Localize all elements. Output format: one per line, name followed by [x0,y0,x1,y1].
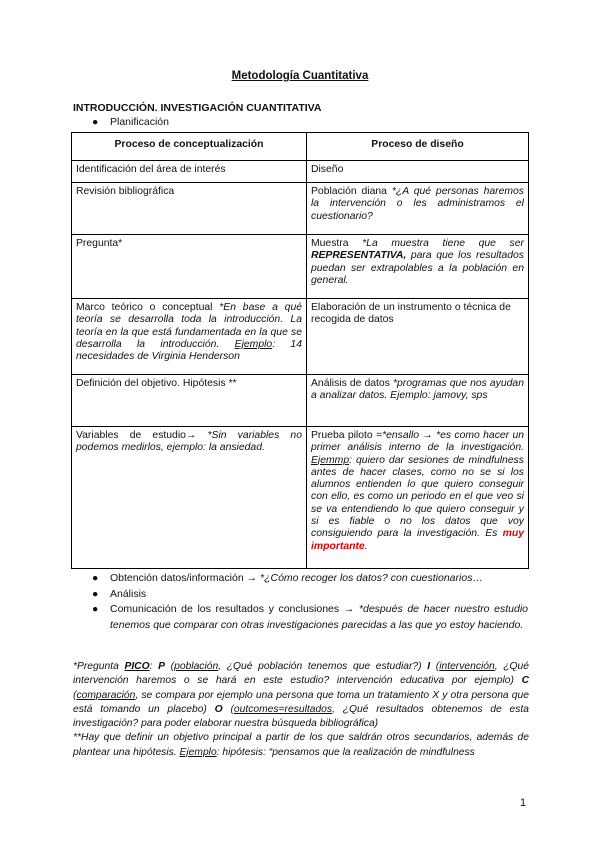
note-text: : hipótesis: “pensamos que la realización de mindfulness [216,746,475,758]
cell-note: *La muestra tiene que ser [362,238,524,249]
table-cell: Diseño [307,161,529,183]
note-letter-o: O [214,703,223,715]
cell-text: Prueba piloto [311,430,376,441]
table-cell: Revisión bibliográfica [72,183,307,235]
header-diseno: Proceso de diseño [307,133,529,161]
cell-text: Población diana [311,186,387,197]
cell-note: . [364,540,368,552]
note-text: , ¿Qué intervención haremos o se hará en este estudio? intervención educativa por ejemplo) [73,661,529,687]
table-header-row [72,133,529,161]
note-letter-i: I [427,661,431,672]
cell-note: *programas que nos ayudan a analizar datos. Ejemplo: jamovy, sps [311,378,524,402]
cell-example-label: Ejemplo [234,338,273,350]
bullet-planificacion [92,116,169,128]
table-cell [72,427,307,569]
cell-note: *¿A qué personas haremos la intervención o les administramos el cuestionario? [311,186,524,222]
table-row [72,183,529,235]
note-text: **Hay que definir un objetivo principal a partir de los que saldrán otros secundarios, además de plantear una hipótesis. [73,732,529,758]
table-cell [307,235,529,299]
cell-note: : 14 necesidades de Virginia Henderson [76,338,302,363]
cell-emphasis: REPRESENTATIVA, [311,250,407,262]
note-text: : [149,661,159,672]
cell-highlight: muy importante [311,528,524,552]
note-term: comparación [76,689,136,701]
note-term: intervención [439,661,495,672]
cell-note: : quiero dar sesiones de mindfulness antes de hacer clases, como no se si los alumnos entienden lo que quiero conseguir con ello, es como un periodo en el que veo si se va entendiendo lo que quiero conseguir y si es fiable o no los datos que voy consiguiendo para la investigación. Es [311,454,524,540]
bullet-analisis [92,586,530,602]
bullet-icon: ● [92,116,99,128]
table-cell: Identificación del área de interés [72,161,307,183]
cell-note: =*ensallo → *es como hacer un primer análisis interno de la investigación. [311,430,525,454]
table-cell: Pregunta* [72,235,307,299]
table-row [72,427,529,569]
table-cell [307,183,529,235]
table-cell: Definición del objetivo. Hipótesis ** [72,375,307,427]
cell-note: *En base a qué teoría se desarrolla toda la introducción. La teoría en la que está fundamentada en la que se desarrolla la introducción. [76,302,303,350]
note-letter-p: P [158,661,166,672]
cell-text: Muestra [311,238,363,249]
note-text: , ¿Qué resultados obtenemos de esta investigación? para poder elaborar nuestra búsqueda bibliográfica) [73,703,529,730]
note-text: ( [430,661,440,672]
footnotes [73,660,529,760]
cell-text: Análisis de datos [311,378,393,389]
bullet-text: Análisis [110,588,147,600]
note-text: , ¿Qué población tenemos que estudiar?) [218,661,428,672]
page-number: 1 [520,797,527,809]
table-cell [307,375,529,427]
cell-note: *Sin variables no podemos medirlos, ejemplo: la ansiedad. [76,430,302,454]
table-row [72,235,529,299]
bullet-icon: ● [92,603,99,615]
section-heading: INTRODUCCIÓN. INVESTIGACIÓN CUANTITATIVA [73,102,322,114]
table-cell [72,299,307,375]
cell-note: para que los resultados puedan ser extrapolables a la población en general. [311,250,524,286]
bullet-note: *después de hacer nuestro estudio tenemos que comparar con otras investigaciones parecidas a las que yo estoy haciendo. [110,603,529,631]
bullet-text: Obtención datos/información → [110,572,260,584]
cell-example-label: Ejemmp [311,454,350,466]
table-cell: Elaboración de un instrumento o técnica de recogida de datos [307,299,529,375]
bullet-note: *¿Cómo recoger los datos? con cuestionarios… [260,572,483,584]
note-text: ( [165,661,175,672]
table-row [72,375,529,427]
cell-text: Variables de estudio→ [76,430,208,441]
table-cell [307,427,529,569]
bullet-comunicacion [92,601,530,633]
note-pico: PICO [124,661,150,672]
table-row [72,161,529,183]
note-text: ( [222,703,234,715]
note-letter-c: C [521,675,529,687]
note-text: , se compara por ejemplo una persona que toma un tratamiento X y otra persona que está tomando un placebo) [73,689,529,715]
bullet-obtencion [92,570,530,586]
note-text: ( [73,689,77,701]
bullet-label: Planificación [110,116,169,128]
note-term: outcomes=resultados [233,703,333,715]
process-table [71,132,529,569]
header-conceptualizacion: Proceso de conceptualización [72,133,307,161]
note-term: población [174,661,219,672]
bullet-icon: ● [92,588,99,600]
page-title: Metodología Cuantitativa [231,70,369,82]
bullet-icon: ● [92,572,99,584]
note-text: *Pregunta [73,661,125,672]
note-example-label: Ejemplo [179,746,217,758]
cell-text: Marco teórico o conceptual [76,302,220,313]
bullet-text: Comunicación de los resultados y conclusiones → [110,603,359,615]
table-row [72,299,529,375]
